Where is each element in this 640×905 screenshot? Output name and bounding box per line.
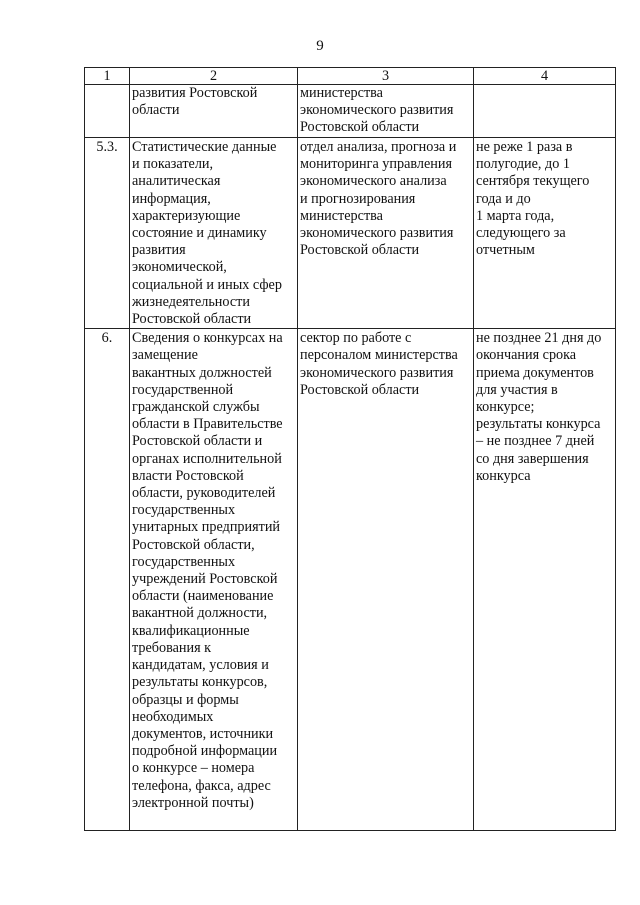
info-cell: [130, 138, 298, 329]
cell-text-line: мониторинга управления: [300, 156, 452, 173]
table-row: [85, 138, 616, 329]
cell-text-line: вакантной должности,: [132, 605, 268, 622]
cell-text-line: образцы и формы: [132, 691, 239, 708]
cell-text-line: жизнедеятельности: [132, 293, 250, 310]
cell-text-line: требования к: [132, 639, 212, 656]
cell-text-line: развития: [132, 242, 186, 259]
cell-text-line: области: [132, 102, 180, 119]
page-number: 9: [316, 38, 324, 54]
cell-text-line: года и до: [476, 190, 531, 207]
cell-text-line: министерства: [300, 207, 383, 224]
cell-text-line: кандидатам, условия и: [132, 657, 269, 674]
cell-text-line: приема документов: [476, 364, 594, 381]
responsible-cell: [298, 329, 474, 831]
cell-text-line: аналитическая: [132, 173, 221, 190]
cell-text-line: и показатели,: [132, 156, 214, 173]
cell-text-line: со дня завершения: [476, 450, 589, 467]
period-cell: [474, 138, 616, 329]
cell-text-line: Ростовской области: [300, 119, 420, 136]
cell-text-line: государственных: [132, 553, 236, 570]
cell-text-line: развития Ростовской: [132, 85, 258, 101]
info-cell: [130, 329, 298, 831]
cell-text-line: экономического развития: [300, 102, 454, 119]
cell-text-line: персоналом министерства: [300, 347, 458, 364]
cell-text-line: электронной почты): [132, 794, 254, 811]
header-col-4: 4: [474, 68, 616, 85]
cell-text-line: унитарных предприятий: [132, 519, 281, 536]
cell-text-line: и прогнозирования: [300, 190, 416, 207]
cell-text-line: сектор по работе с: [300, 330, 412, 347]
document-table: [84, 67, 616, 831]
period-cell: [474, 85, 616, 138]
cell-text-line: результаты конкурса: [476, 416, 601, 433]
cell-text-line: для участия в: [476, 381, 558, 398]
cell-text-line: вакантных должностей: [132, 364, 272, 381]
cell-text-line: экономического развития: [300, 364, 454, 381]
cell-text-line: квалификационные: [132, 622, 250, 639]
cell-text-line: учреждений Ростовской: [132, 571, 278, 588]
row-number: 5.3.: [85, 138, 130, 329]
cell-text-line: гражданской службы: [132, 399, 260, 416]
cell-text-line: подробной информации: [132, 743, 278, 760]
responsible-cell: [298, 138, 474, 329]
cell-text-line: социальной и иных сфер: [132, 276, 282, 293]
cell-text-line: – не позднее 7 дней: [476, 433, 595, 450]
row-number: [85, 85, 130, 138]
cell-text-line: конкурсе;: [476, 399, 535, 416]
cell-text-line: области, руководителей: [132, 485, 276, 502]
cell-text-line: Статистические данные: [132, 139, 277, 155]
cell-text-line: о конкурсе – номера: [132, 760, 255, 777]
header-col-1: 1: [85, 68, 130, 85]
info-cell: [130, 85, 298, 138]
cell-text-line: окончания срока: [476, 347, 577, 364]
cell-text-line: области (наименование: [132, 588, 274, 605]
period-cell: [474, 329, 616, 831]
cell-text-line: телефона, факса, адрес: [132, 777, 271, 794]
cell-text-line: информация,: [132, 190, 211, 207]
cell-text-line: Ростовской области: [132, 311, 252, 328]
cell-text-line: Ростовской области,: [132, 536, 255, 553]
row-number: 6.: [85, 329, 130, 831]
cell-text-line: экономической,: [132, 259, 227, 276]
cell-text-line: власти Ростовской: [132, 467, 244, 484]
cell-text-line: замещение: [132, 347, 198, 364]
cell-text-line: конкурса: [476, 467, 531, 484]
cell-text-line: Ростовской области и: [132, 433, 263, 450]
header-col-3: 3: [298, 68, 474, 85]
cell-text-line: экономического анализа: [300, 173, 447, 190]
cell-text-line: не позднее 21 дня до: [476, 330, 602, 347]
cell-text-line: результаты конкурсов,: [132, 674, 268, 691]
cell-text-line: состояние и динамику: [132, 225, 267, 242]
cell-text-line: полугодие, до 1: [476, 156, 570, 173]
cell-text-line: Сведения о конкурсах на: [132, 330, 283, 347]
cell-text-line: отдел анализа, прогноза и: [300, 139, 457, 155]
header-col-2: 2: [130, 68, 298, 85]
cell-text-line: сентября текущего: [476, 173, 590, 190]
cell-text-line: 1 марта года,: [476, 207, 555, 224]
cell-text-line: государственной: [132, 381, 234, 398]
cell-text-line: органах исполнительной: [132, 450, 282, 467]
cell-text-line: министерства: [300, 85, 383, 101]
cell-text-line: следующего за: [476, 225, 566, 242]
responsible-cell: [298, 85, 474, 138]
table-row: [85, 329, 616, 831]
cell-text-line: отчетным: [476, 242, 535, 259]
table-header-row: [85, 68, 616, 85]
cell-text-line: характеризующие: [132, 207, 241, 224]
cell-text-line: государственных: [132, 502, 236, 519]
table-row: [85, 85, 616, 138]
cell-text-line: экономического развития: [300, 225, 454, 242]
cell-text-line: Ростовской области: [300, 381, 420, 398]
cell-text-line: документов, источники: [132, 725, 274, 742]
cell-text-line: не реже 1 раза в: [476, 139, 573, 155]
cell-text-line: Ростовской области: [300, 242, 420, 259]
cell-text-line: необходимых: [132, 708, 214, 725]
cell-text-line: области в Правительстве: [132, 416, 283, 433]
